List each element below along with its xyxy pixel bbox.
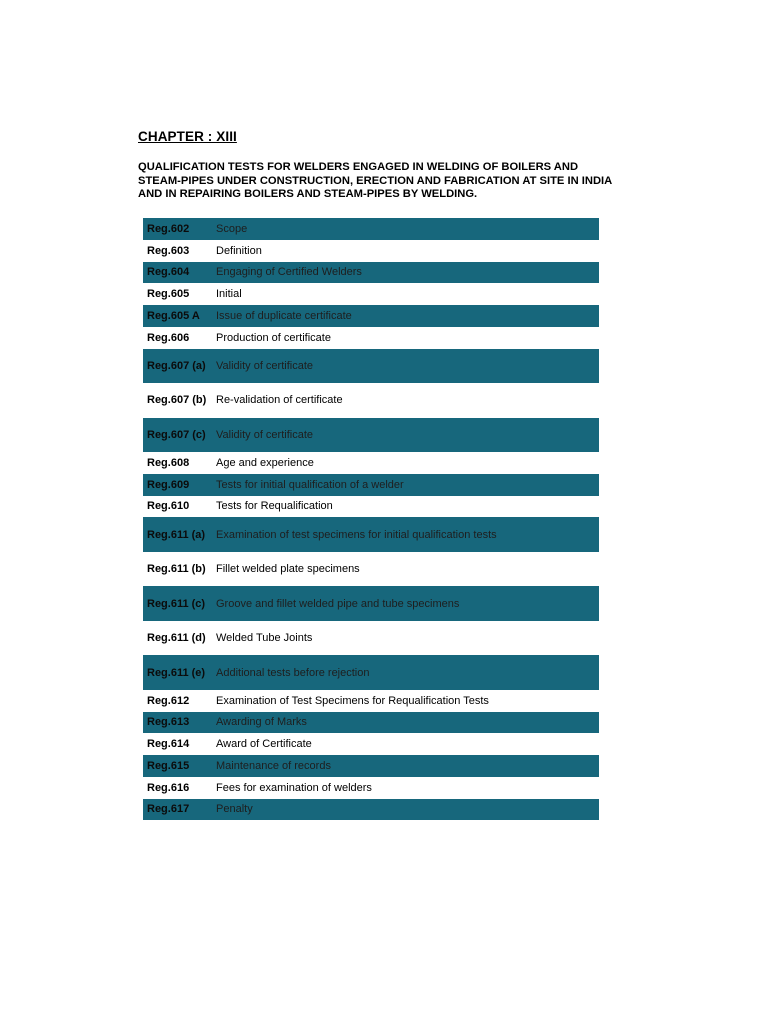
regulation-title: Initial bbox=[216, 288, 242, 301]
regulation-number: Reg.604 bbox=[143, 262, 211, 284]
regulation-title: Awarding of Marks bbox=[211, 712, 599, 734]
regulation-number: Reg.616 bbox=[147, 781, 190, 794]
regulation-title: Definition bbox=[216, 244, 262, 257]
chapter-title: CHAPTER : XIII bbox=[138, 129, 237, 144]
table-row bbox=[143, 349, 599, 384]
table-row bbox=[143, 517, 599, 552]
regulation-number: Reg.614 bbox=[147, 738, 190, 751]
regulation-title: Validity of certificate bbox=[211, 418, 599, 453]
regulation-title: Maintenance of records bbox=[211, 755, 599, 777]
table-row bbox=[143, 552, 599, 587]
table-row bbox=[143, 283, 599, 305]
regulation-number: Reg.611 (e) bbox=[143, 655, 211, 690]
regulation-title: Welded Tube Joints bbox=[216, 632, 313, 644]
table-row bbox=[143, 218, 599, 240]
regulation-title: Tests for initial qualification of a welder bbox=[211, 474, 599, 496]
table-row bbox=[143, 452, 599, 474]
table-row bbox=[143, 240, 599, 262]
table-row bbox=[143, 474, 599, 496]
table-row bbox=[143, 305, 599, 327]
regulations-table-body bbox=[143, 218, 599, 820]
regulation-title: Re-validation of certificate bbox=[216, 394, 343, 407]
table-row bbox=[143, 262, 599, 284]
regulation-number: Reg.602 bbox=[143, 218, 211, 240]
regulation-title: Fees for examination of welders bbox=[216, 781, 372, 794]
regulation-number: Reg.607 (b) bbox=[147, 394, 207, 407]
regulation-title: Examination of Test Specimens for Requalification Tests bbox=[216, 694, 489, 707]
regulation-title: Age and experience bbox=[216, 456, 314, 469]
regulation-title: Fillet welded plate specimens bbox=[216, 563, 360, 575]
regulation-number: Reg.611 (d) bbox=[147, 632, 206, 644]
regulation-title: Examination of test specimens for initial qualification tests bbox=[211, 517, 599, 552]
regulation-number: Reg.609 bbox=[143, 474, 211, 496]
regulation-title: Scope bbox=[211, 218, 599, 240]
table-row bbox=[143, 655, 599, 690]
regulation-number: Reg.611 (c) bbox=[143, 586, 211, 621]
regulation-number: Reg.607 (a) bbox=[143, 349, 211, 384]
regulation-number: Reg.607 (c) bbox=[143, 418, 211, 453]
regulation-number: Reg.613 bbox=[143, 712, 211, 734]
regulation-number: Reg.611 (a) bbox=[143, 517, 211, 552]
regulation-title: Tests for Requalification bbox=[216, 500, 333, 513]
table-row bbox=[143, 418, 599, 453]
table-row bbox=[143, 383, 599, 418]
regulation-title: Additional tests before rejection bbox=[211, 655, 599, 690]
table-row bbox=[143, 586, 599, 621]
regulation-title: Award of Certificate bbox=[216, 738, 312, 751]
regulation-number: Reg.610 bbox=[147, 500, 190, 513]
table-row bbox=[143, 496, 599, 518]
table-row bbox=[143, 690, 599, 712]
regulation-number: Reg.612 bbox=[147, 694, 190, 707]
regulation-number: Reg.617 bbox=[143, 799, 211, 821]
regulation-title: Production of certificate bbox=[216, 331, 331, 344]
regulations-table bbox=[143, 218, 599, 820]
regulation-title: Engaging of Certified Welders bbox=[211, 262, 599, 284]
regulation-number: Reg.615 bbox=[143, 755, 211, 777]
table-row bbox=[143, 755, 599, 777]
table-row bbox=[143, 777, 599, 799]
regulation-number: Reg.611 (b) bbox=[147, 563, 206, 575]
table-row bbox=[143, 712, 599, 734]
regulation-number: Reg.608 bbox=[147, 456, 190, 469]
regulation-number: Reg.606 bbox=[147, 331, 190, 344]
table-row bbox=[143, 733, 599, 755]
table-row bbox=[143, 621, 599, 656]
chapter-heading: QUALIFICATION TESTS FOR WELDERS ENGAGED IN WELDING OF BOILERS AND STEAM-PIPES UNDER CONSTRUCTION, ERECTION AND FABRICATION AT SITE IN INDIA AND IN REPAIRING BOILERS AND STEAM-PIPES BY WELDING. bbox=[138, 161, 612, 200]
table-row bbox=[143, 799, 599, 821]
table-row bbox=[143, 327, 599, 349]
regulation-number: Reg.605 A bbox=[143, 305, 211, 327]
regulation-title: Groove and fillet welded pipe and tube specimens bbox=[211, 586, 599, 621]
regulation-number: Reg.603 bbox=[147, 244, 190, 257]
regulation-title: Validity of certificate bbox=[211, 349, 599, 384]
regulation-title: Penalty bbox=[211, 799, 599, 821]
regulation-title: Issue of duplicate certificate bbox=[211, 305, 599, 327]
regulation-number: Reg.605 bbox=[147, 288, 190, 301]
